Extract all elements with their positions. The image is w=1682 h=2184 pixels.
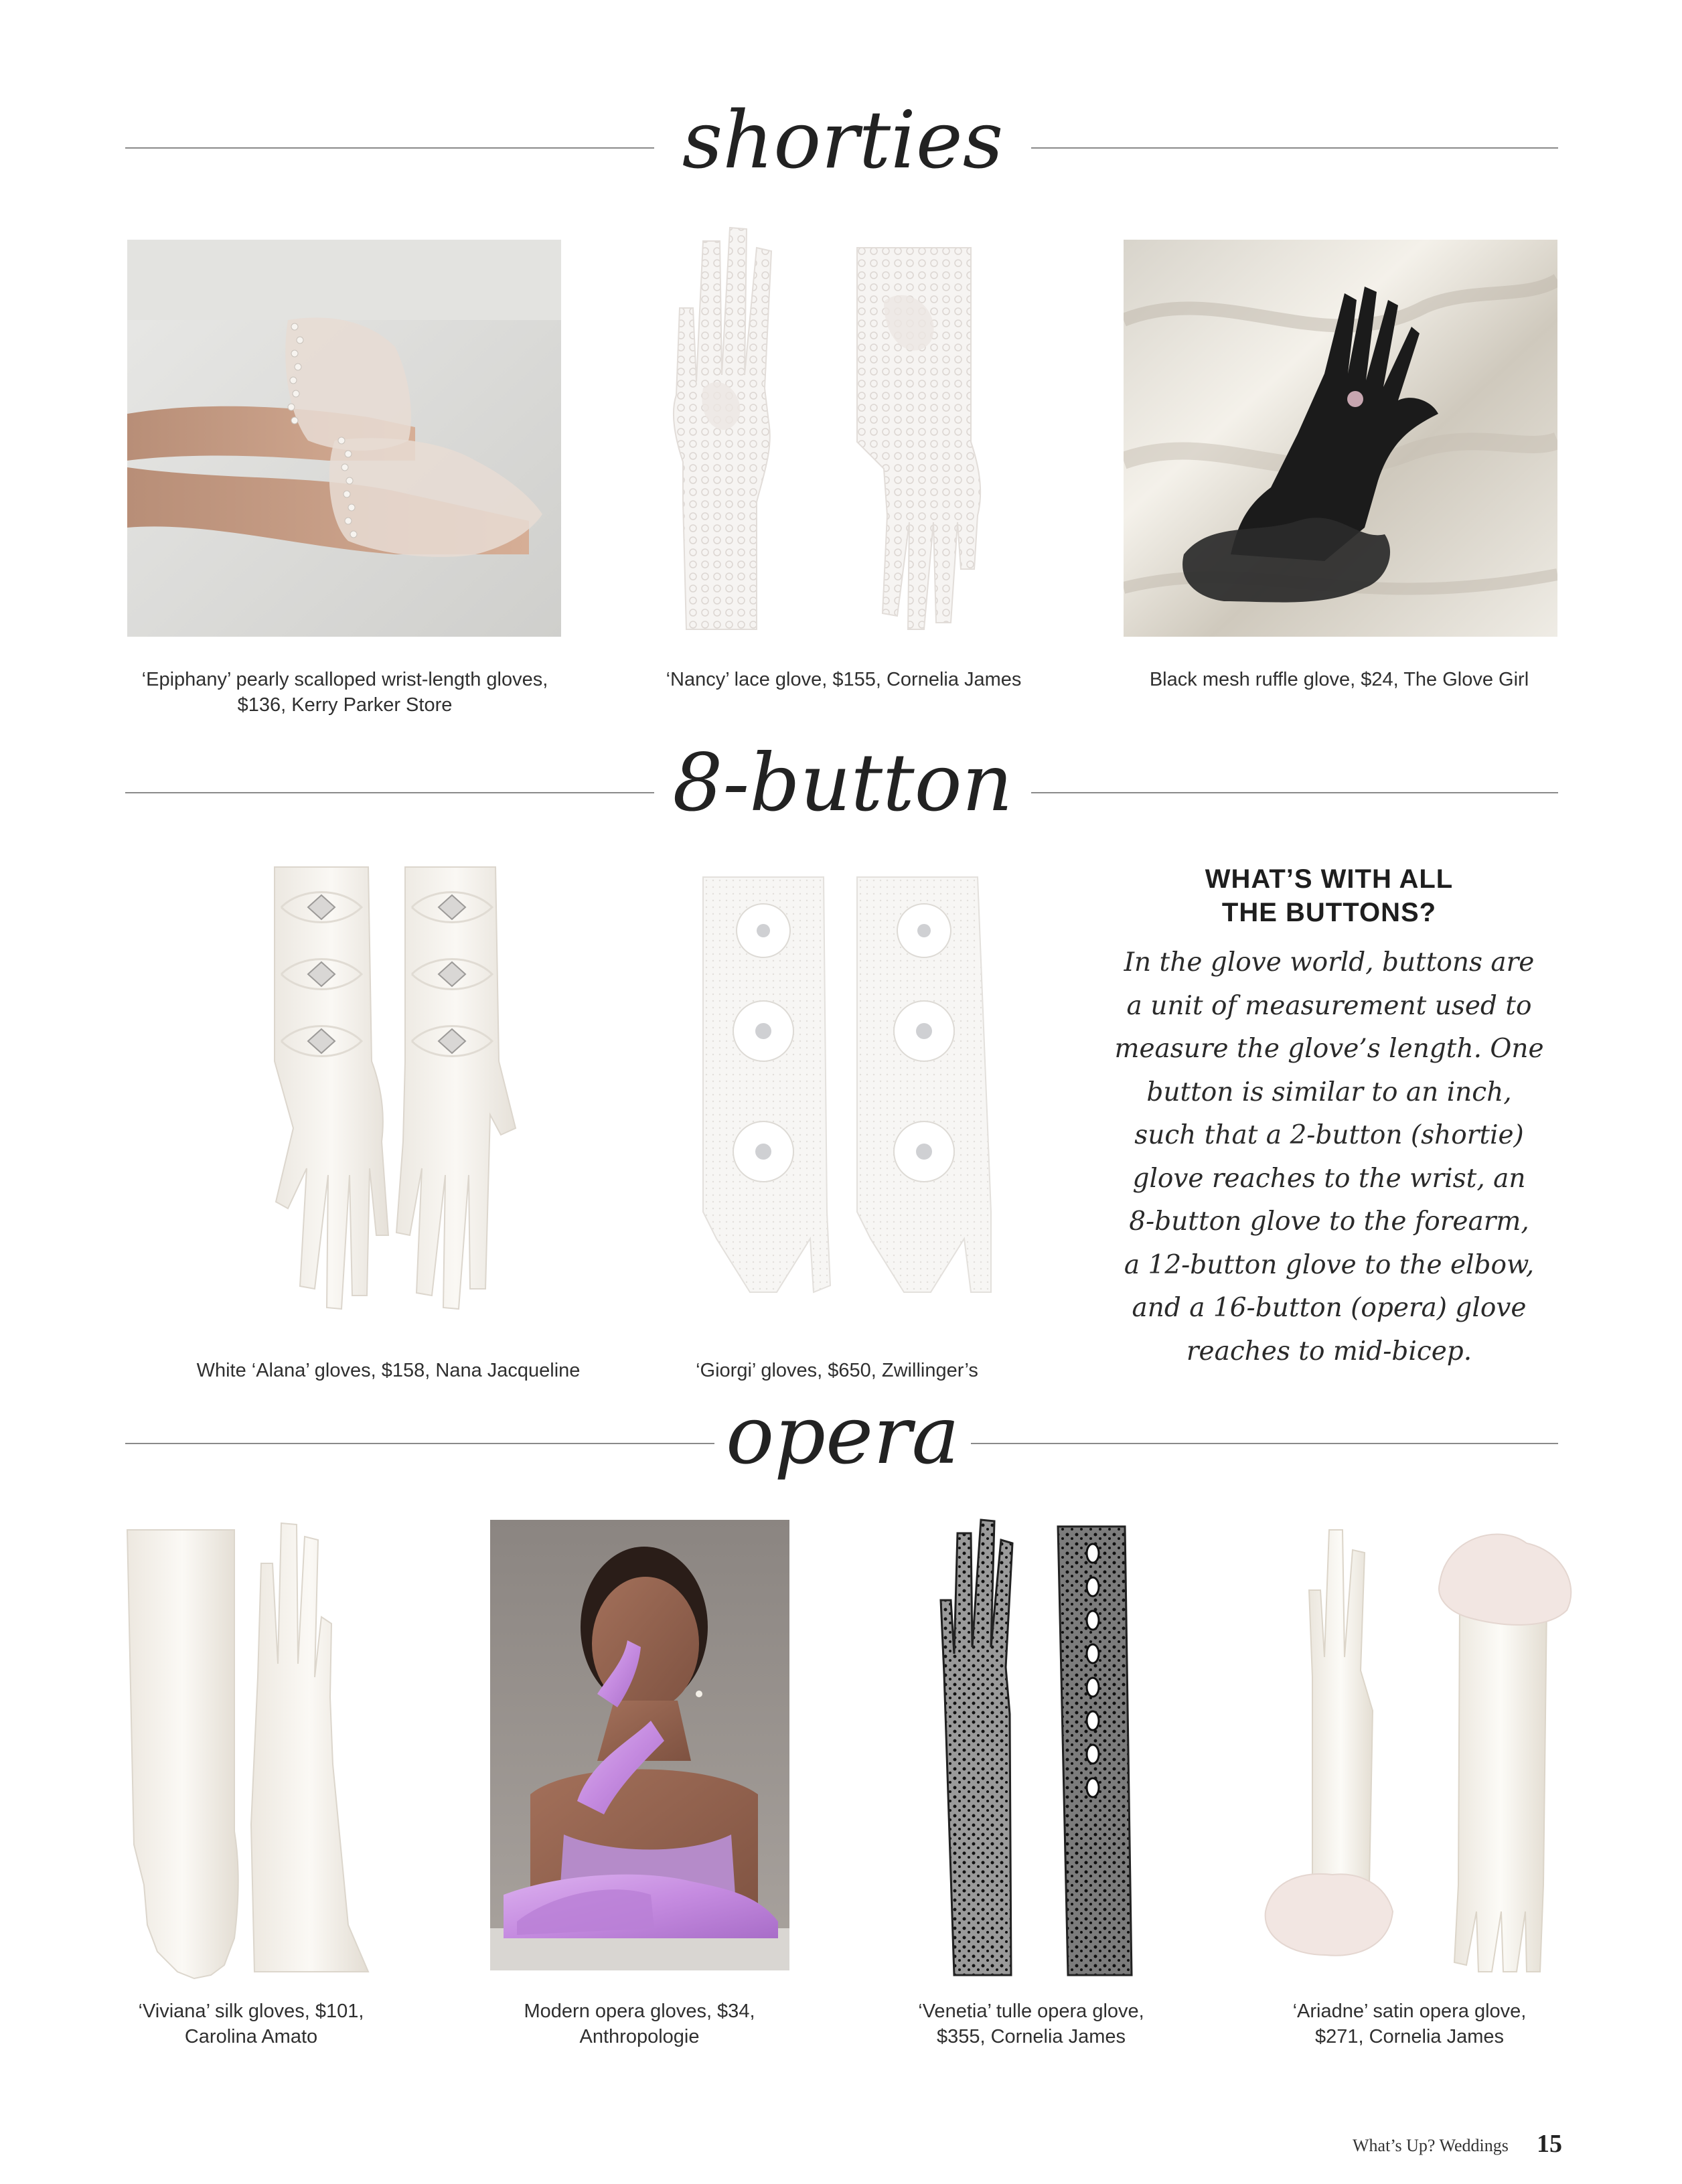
- caption-modern-opera-gloves: Modern opera gloves, $34, Anthropologie: [524, 2001, 755, 2047]
- product-image-giorgi-gloves: [676, 864, 1011, 1326]
- section-rule-right: [1031, 792, 1558, 793]
- section-title-8-button: 8-button: [672, 736, 1013, 829]
- product-image-venetia-tulle-opera-glove: [924, 1513, 1152, 1982]
- section-rule-right: [971, 1443, 1558, 1444]
- caption-viviana-silk-gloves: ‘Viviana’ silk gloves, $101, Carolina Amato: [138, 2001, 364, 2047]
- caption-ariadne-satin-opera-glove: ‘Ariadne’ satin opera glove, $271, Cornelia James: [1292, 2001, 1527, 2047]
- product-image-epiphany-gloves: [127, 240, 561, 637]
- caption-alana-gloves: White ‘Alana’ gloves, $158, Nana Jacqueline: [196, 1360, 581, 1381]
- caption-giorgi-gloves: ‘Giorgi’ gloves, $650, Zwillinger’s: [696, 1360, 978, 1381]
- sidebar-heading: WHAT’S WITH ALL THE BUTTONS?: [1205, 864, 1454, 927]
- section-rule-left: [125, 147, 654, 149]
- product-image-black-mesh-ruffle-glove: [1124, 240, 1557, 637]
- product-image-modern-opera-gloves: [490, 1520, 789, 1970]
- footer-publication-name: What’s Up? Weddings: [1353, 2136, 1509, 2155]
- section-rule-left: [125, 1443, 714, 1444]
- product-image-nancy-lace-glove: [663, 221, 1038, 643]
- product-image-viviana-silk-gloves: [117, 1510, 385, 1985]
- caption-black-mesh-ruffle-glove: Black mesh ruffle glove, $24, The Glove Girl: [1149, 669, 1529, 690]
- caption-epiphany-gloves: ‘Epiphany’ pearly scalloped wrist-length gloves, $136, Kerry Parker Store: [141, 669, 548, 716]
- section-title-shorties: shorties: [682, 94, 1004, 186]
- caption-venetia-tulle-opera-glove: ‘Venetia’ tulle opera glove, $355, Cornelia James: [918, 2001, 1144, 2047]
- product-image-alana-gloves: [221, 860, 556, 1329]
- section-rule-right: [1031, 147, 1558, 149]
- section-rule-left: [125, 792, 654, 793]
- section-title-opera: opera: [726, 1389, 960, 1482]
- product-image-ariadne-satin-opera-glove: [1245, 1510, 1580, 1985]
- sidebar-body-text: In the glove world, buttons are a unit of measurement used to measure the glove’s length. One button is similar to an inch, such that a 2-button (shortie) glove reaches to the wrist, an 8-button glove to the forearm, a 12-button glove to the elbow, and a 16-button (opera) glove reaches to mid-bicep.: [1114, 947, 1544, 1367]
- page-number: 15: [1537, 2130, 1562, 2158]
- caption-nancy-lace-glove: ‘Nancy’ lace glove, $155, Cornelia James: [666, 669, 1022, 690]
